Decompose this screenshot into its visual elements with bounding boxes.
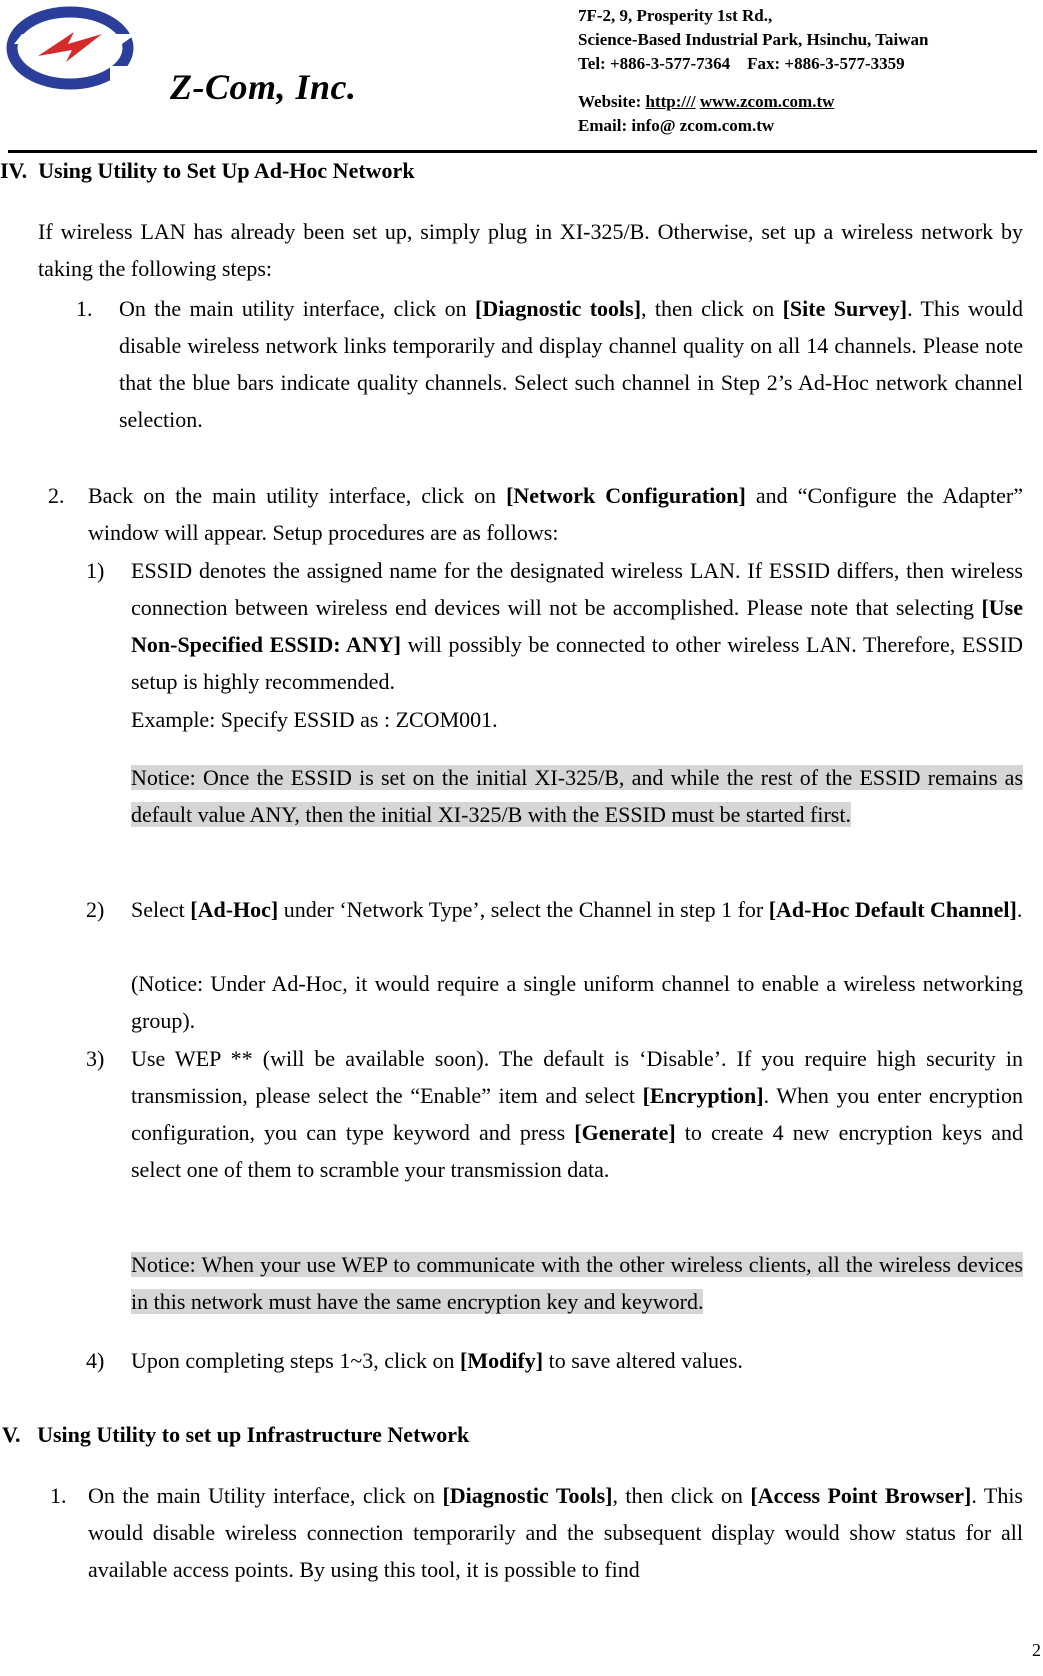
notice-essid: Notice: Once the ESSID is set on the initial XI-325/B, and while the rest of the ESSID remains as default value ANY, then the initial XI-325/B with the ESSID must be started first.: [131, 765, 1023, 827]
item-3-number: 3): [86, 1046, 105, 1071]
section-iv-intro: If wireless LAN has already been set up, simply plug in XI-325/B. Otherwise, set up a wireless network by taking the following steps:: [38, 219, 1023, 281]
tel: Tel: +886-3-577-7364: [578, 54, 731, 73]
item-4-text: Upon completing steps 1~3, click on [Modify] to save altered values.: [131, 1348, 743, 1373]
item-1-text: ESSID denotes the assigned name for the designated wireless LAN. If ESSID differs, then wireless connection between wireless end devices will not be accomplished. Please note that selecting [Use Non-Specified ESSID: ANY] will possibly be connected to other wireless LAN. Therefore, ESSID setup is highly recommended.: [131, 558, 1023, 694]
fax: Fax: +886-3-577-3359: [747, 54, 905, 73]
company-name: Z-Com, Inc.: [170, 67, 357, 107]
item-3-text: Use WEP ** (will be available soon). The default is ‘Disable’. If you require high security in transmission, please select the “Enable” item and select [Encryption]. When you enter encryption configuration, you can type keyword and press [Generate] to create 4 new encryption keys and select one of them to scramble your transmission data.: [131, 1046, 1023, 1182]
section-v-heading: V. Using Utility to set up Infrastructure Network: [2, 1422, 470, 1447]
website-prefix[interactable]: http:///: [645, 92, 696, 111]
page-number: 2: [1032, 1640, 1041, 1660]
item-1-number: 1): [86, 558, 105, 583]
website-link[interactable]: www.zcom.com.tw: [699, 92, 835, 111]
infra-step-1-text: On the main Utility interface, click on [Diagnostic Tools], then click on [Access Point Browser]. This would disable wireless connection temporarily and the subsequent display would show status for all available access points. By using this tool, it is possible to find: [88, 1483, 1023, 1582]
item-2-number: 2): [86, 897, 105, 922]
step-2-number: 2.: [48, 483, 65, 508]
item-2-note: (Notice: Under Ad-Hoc, it would require a single uniform channel to enable a wireless networking group).: [131, 971, 1023, 1033]
address-line-1: 7F-2, 9, Prosperity 1st Rd.,: [578, 6, 773, 25]
item-4-number: 4): [86, 1348, 105, 1373]
notice-wep: Notice: When your use WEP to communicate with the other wireless clients, all the wireless devices in this network must have the same encryption key and keyword.: [131, 1252, 1023, 1314]
email: Email: info@ zcom.com.tw: [578, 116, 775, 135]
infra-step-1-number: 1.: [50, 1483, 67, 1508]
address-line-2: Science-Based Industrial Park, Hsinchu, Taiwan: [578, 30, 929, 49]
section-iv-heading: IV. Using Utility to Set Up Ad-Hoc Network: [0, 158, 415, 183]
website: [578, 90, 928, 114]
phone-fax: [578, 52, 928, 76]
step-1-text: On the main utility interface, click on [Diagnostic tools], then click on [Site Survey]. This would disable wireless network links temporarily and display channel quality on all 14 channels. Please note that the blue bars indicate quality channels. Select such channel in Step 2’s Ad-Hoc network channel selection.: [119, 296, 1023, 432]
step-1-number: 1.: [76, 296, 93, 321]
item-2-text: Select [Ad-Hoc] under ‘Network Type’, select the Channel in step 1 for [Ad-Hoc Default Channel].: [131, 897, 1023, 922]
step-2-text: Back on the main utility interface, click on [Network Configuration] and “Configure the Adapter” window will appear. Setup procedures are as follows:: [88, 483, 1023, 545]
item-1-example: Example: Specify ESSID as : ZCOM001.: [131, 707, 498, 732]
website-label: Website:: [578, 92, 646, 111]
zcom-logo-icon: [4, 4, 136, 92]
company-address: [578, 4, 928, 138]
